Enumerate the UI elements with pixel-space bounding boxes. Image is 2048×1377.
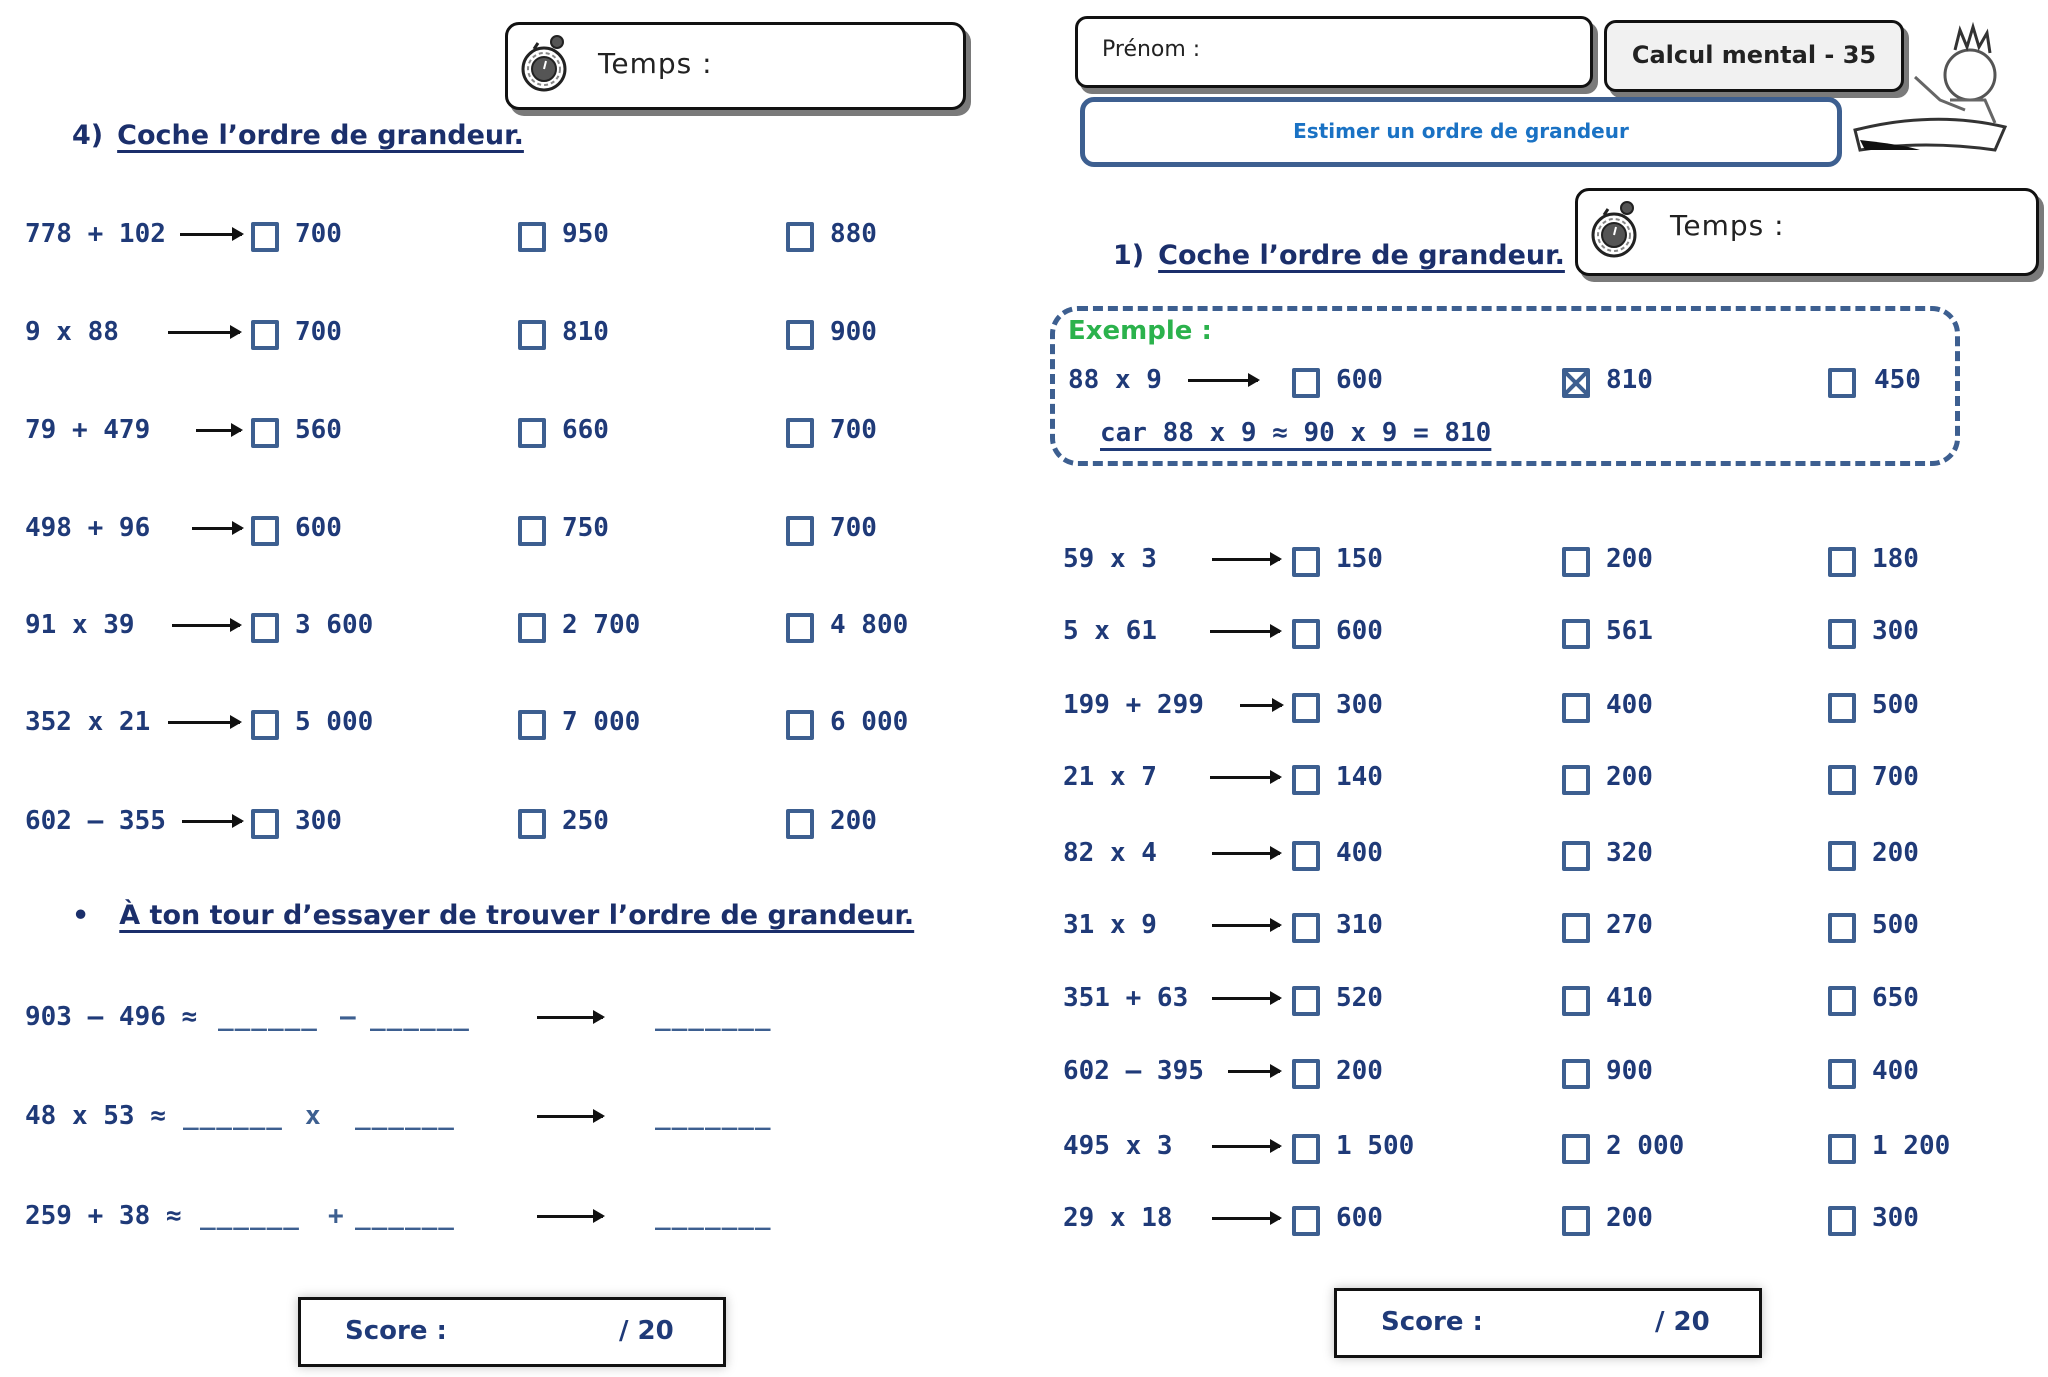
checkbox[interactable] — [251, 320, 279, 350]
exercise-4-heading — [72, 120, 524, 151]
arrow-icon — [1210, 630, 1280, 633]
result-blank-input[interactable]: _______ — [655, 1201, 772, 1231]
expression: 21 x 7 — [1063, 762, 1157, 792]
arrow-icon — [1212, 852, 1280, 855]
option-value: 200 — [830, 806, 877, 836]
arrow-icon — [1210, 776, 1280, 779]
option-value: 150 — [1336, 544, 1383, 574]
arrow-icon — [1188, 379, 1258, 382]
exercise-row — [0, 1051, 2048, 1091]
result-blank-input[interactable]: _______ — [655, 1002, 772, 1032]
checkbox-checked[interactable] — [1562, 368, 1590, 398]
left-score-box — [298, 1297, 726, 1367]
expression: 59 x 3 — [1063, 544, 1157, 574]
option-value: 300 — [1872, 1203, 1919, 1233]
checkbox[interactable] — [786, 222, 814, 252]
checkbox[interactable] — [1562, 547, 1590, 577]
option-value: 561 — [1606, 616, 1653, 646]
exercise-row — [0, 757, 2048, 797]
expression: 82 x 4 — [1063, 838, 1157, 868]
checkbox[interactable] — [1292, 547, 1320, 577]
expression: 259 + 38 ≈ — [25, 1201, 182, 1231]
checkbox[interactable] — [1292, 1134, 1320, 1164]
option-value: 6 000 — [830, 707, 909, 737]
your-turn-title: À ton tour d’essayer de trouver l’ordre de grandeur. — [119, 900, 915, 931]
topic-banner — [1080, 97, 1842, 167]
option-value: 200 — [1606, 544, 1653, 574]
result-blank-input[interactable]: _______ — [655, 1101, 772, 1131]
option-value: 950 — [562, 219, 609, 249]
blank-input-1[interactable]: ______ — [218, 1002, 318, 1032]
expression: 48 x 53 ≈ — [25, 1101, 166, 1131]
student-clipart-icon — [1845, 15, 2045, 155]
exercise-row — [0, 978, 2048, 1018]
prenom-box[interactable] — [1075, 16, 1593, 88]
option-value: 320 — [1606, 838, 1653, 868]
arrow-icon — [1228, 1070, 1280, 1073]
checkbox[interactable] — [1828, 619, 1856, 649]
blank-input-2[interactable]: ______ — [355, 1101, 455, 1131]
option-value: 600 — [1336, 1203, 1383, 1233]
checkbox[interactable] — [1562, 765, 1590, 795]
example-label: Exemple : — [1068, 316, 1212, 346]
option-value: 300 — [1872, 616, 1919, 646]
expression: 498 + 96 — [25, 513, 151, 543]
checkbox[interactable] — [1828, 1134, 1856, 1164]
checkbox[interactable] — [1562, 619, 1590, 649]
topic-banner-text: Estimer un ordre de grandeur — [1293, 119, 1629, 143]
option-value: 560 — [295, 415, 342, 445]
checkbox[interactable] — [1828, 547, 1856, 577]
expression: 602 – 355 — [25, 806, 166, 836]
option-value: 650 — [1872, 983, 1919, 1013]
example-row — [0, 360, 2048, 400]
arrow-icon — [180, 233, 242, 236]
option-value: 7 000 — [562, 707, 641, 737]
checkbox[interactable] — [1562, 693, 1590, 723]
option-value: 450 — [1874, 365, 1921, 395]
arrow-icon — [168, 331, 240, 334]
exercise-row — [0, 611, 2048, 651]
checkbox[interactable] — [1562, 986, 1590, 1016]
example-expression: 88 x 9 — [1068, 365, 1162, 395]
option-value: 300 — [1336, 690, 1383, 720]
checkbox[interactable] — [1828, 986, 1856, 1016]
option-value: 500 — [1872, 910, 1919, 940]
timer-label: Temps : — [1670, 209, 1785, 242]
exercise-row — [0, 539, 2048, 579]
option-value: 300 — [295, 806, 342, 836]
operator: – — [340, 1002, 357, 1032]
option-value: 400 — [1336, 838, 1383, 868]
arrow-icon — [1212, 924, 1280, 927]
bullet: • — [72, 900, 90, 931]
expression: 495 x 3 — [1063, 1131, 1173, 1161]
option-value: 3 600 — [295, 610, 374, 640]
checkbox[interactable] — [786, 320, 814, 350]
option-value: 600 — [295, 513, 342, 543]
option-value: 200 — [1606, 762, 1653, 792]
option-value: 900 — [830, 317, 877, 347]
operator: x — [305, 1101, 322, 1131]
exercise-1-heading — [1113, 240, 1565, 271]
blank-input-1[interactable]: ______ — [200, 1201, 300, 1231]
blank-input-1[interactable]: ______ — [183, 1101, 283, 1131]
arrow-icon — [1240, 704, 1282, 707]
blank-input-2[interactable]: ______ — [370, 1002, 470, 1032]
checkbox[interactable] — [1292, 619, 1320, 649]
option-value: 1 200 — [1872, 1131, 1951, 1161]
checkbox[interactable] — [1292, 368, 1320, 398]
option-value: 700 — [295, 219, 342, 249]
option-value: 500 — [1872, 690, 1919, 720]
option-value: 1 500 — [1336, 1131, 1415, 1161]
worksheet-title: Calcul mental - 35 — [1631, 41, 1877, 69]
arrow-icon — [537, 1115, 603, 1118]
prenom-label: Prénom : — [1102, 37, 1201, 62]
checkbox[interactable] — [1292, 841, 1320, 871]
checkbox[interactable] — [1292, 693, 1320, 723]
option-value: 520 — [1336, 983, 1383, 1013]
arrow-icon — [1212, 1145, 1280, 1148]
option-value: 750 — [562, 513, 609, 543]
option-value: 200 — [1872, 838, 1919, 868]
timer-label: Temps : — [598, 47, 713, 80]
option-value: 4 800 — [830, 610, 909, 640]
option-value: 700 — [830, 415, 877, 445]
expression: 9 x 88 — [25, 317, 119, 347]
right-timer-box — [1575, 188, 2039, 276]
exercise-title: Coche l’ordre de grandeur. — [1158, 240, 1565, 271]
option-value: 810 — [1606, 365, 1653, 395]
exercise-row — [0, 905, 2048, 945]
option-value: 200 — [1606, 1203, 1653, 1233]
option-value: 180 — [1872, 544, 1919, 574]
left-timer-box — [505, 22, 966, 110]
option-value: 270 — [1606, 910, 1653, 940]
checkbox[interactable] — [1292, 765, 1320, 795]
exercise-row — [0, 685, 2048, 725]
option-value: 900 — [1606, 1056, 1653, 1086]
checkbox[interactable] — [518, 418, 546, 448]
checkbox[interactable] — [1292, 1059, 1320, 1089]
exercise-row — [0, 1198, 2048, 1238]
option-value: 2 700 — [562, 610, 641, 640]
checkbox[interactable] — [1828, 693, 1856, 723]
option-value: 600 — [1336, 365, 1383, 395]
option-value: 660 — [562, 415, 609, 445]
score-total: / 20 — [619, 1316, 674, 1346]
option-value: 250 — [562, 806, 609, 836]
arrow-icon — [182, 820, 242, 823]
right-score-box — [1334, 1288, 1762, 1358]
checkbox[interactable] — [1562, 913, 1590, 943]
option-value: 310 — [1336, 910, 1383, 940]
option-value: 400 — [1606, 690, 1653, 720]
expression: 352 x 21 — [25, 707, 151, 737]
expression: 91 x 39 — [25, 610, 135, 640]
checkbox[interactable] — [1292, 913, 1320, 943]
expression: 31 x 9 — [1063, 910, 1157, 940]
checkbox[interactable] — [1828, 1059, 1856, 1089]
exercise-row — [0, 833, 2048, 873]
option-value: 140 — [1336, 762, 1383, 792]
arrow-icon — [1212, 1217, 1280, 1220]
checkbox[interactable] — [786, 418, 814, 448]
exercise-number: 1) — [1113, 240, 1145, 271]
expression: 778 + 102 — [25, 219, 166, 249]
checkbox[interactable] — [1562, 1134, 1590, 1164]
checkbox[interactable] — [1562, 1059, 1590, 1089]
example-explanation: car 88 x 9 ≈ 90 x 9 = 810 — [1100, 418, 1492, 448]
option-value: 2 000 — [1606, 1131, 1685, 1161]
checkbox[interactable] — [1562, 841, 1590, 871]
operator: + — [328, 1201, 345, 1231]
arrow-icon — [192, 527, 242, 530]
option-value: 600 — [1336, 616, 1383, 646]
checkbox[interactable] — [1292, 986, 1320, 1016]
checkbox[interactable] — [1828, 913, 1856, 943]
expression: 79 + 479 — [25, 415, 151, 445]
checkbox[interactable] — [1562, 1206, 1590, 1236]
option-value: 700 — [1872, 762, 1919, 792]
checkbox[interactable] — [1828, 368, 1856, 398]
option-value: 410 — [1606, 983, 1653, 1013]
checkbox[interactable] — [1828, 765, 1856, 795]
exercise-number: 4) — [72, 120, 104, 151]
arrow-icon — [1212, 997, 1280, 1000]
exercise-row — [0, 1126, 2048, 1166]
score-label: Score : — [345, 1316, 447, 1346]
expression: 903 – 496 ≈ — [25, 1002, 198, 1032]
option-value: 700 — [295, 317, 342, 347]
option-value: 5 000 — [295, 707, 374, 737]
exercise-title: Coche l’ordre de grandeur. — [117, 120, 524, 151]
checkbox[interactable] — [518, 320, 546, 350]
checkbox[interactable] — [1828, 841, 1856, 871]
expression: 29 x 18 — [1063, 1203, 1173, 1233]
expression: 602 – 395 — [1063, 1056, 1204, 1086]
stopwatch-icon — [520, 33, 570, 93]
option-value: 400 — [1872, 1056, 1919, 1086]
checkbox[interactable] — [251, 418, 279, 448]
expression: 351 + 63 — [1063, 983, 1189, 1013]
stopwatch-icon — [1590, 199, 1640, 259]
option-value: 700 — [830, 513, 877, 543]
option-value: 810 — [562, 317, 609, 347]
expression: 199 + 299 — [1063, 690, 1204, 720]
checkbox[interactable] — [251, 222, 279, 252]
score-label: Score : — [1381, 1307, 1483, 1337]
blank-input-2[interactable]: ______ — [355, 1201, 455, 1231]
option-value: 880 — [830, 219, 877, 249]
expression: 5 x 61 — [1063, 616, 1157, 646]
option-value: 200 — [1336, 1056, 1383, 1086]
arrow-icon — [196, 429, 241, 432]
arrow-icon — [1212, 558, 1280, 561]
score-total: / 20 — [1655, 1307, 1710, 1337]
checkbox[interactable] — [518, 222, 546, 252]
checkbox[interactable] — [1828, 1206, 1856, 1236]
checkbox[interactable] — [1292, 1206, 1320, 1236]
